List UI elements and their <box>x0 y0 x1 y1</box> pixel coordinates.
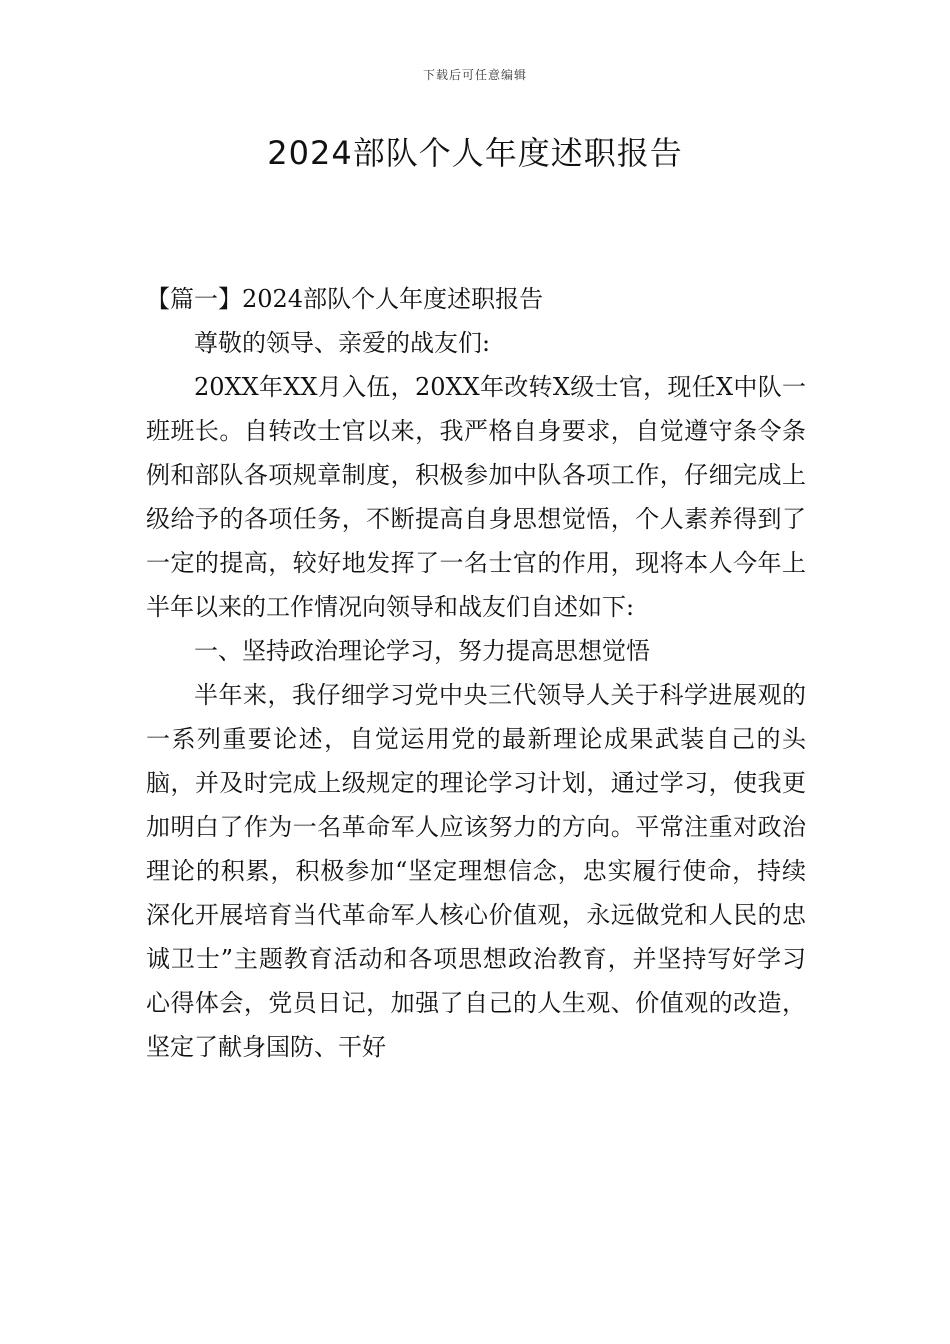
section-heading: 【篇一】2024部队个人年度述职报告 <box>146 285 544 313</box>
subheading-political-study: 一、坚持政治理论学习，努力提高思想觉悟 <box>194 637 650 665</box>
document-title: 2024部队个人年度述职报告 <box>267 134 683 172</box>
document-body <box>146 277 806 1069</box>
header-note: 下载后可任意编辑 <box>422 68 527 82</box>
paragraph-intro: 20XX年XX月入伍，20XX年改转X级士官，现任X中队一班班长。自转改士官以来，我严格自身要求，自觉遵守条令条例和部队各项规章制度，积极参加中队各项工作，仔细完成上级给予的各项任务，不断提高自身思想觉悟，个人素养得到了一定的提高，较好地发挥了一名士官的作用，现将本人今年上半年以来的工作情况向领导和战友们自述如下: <box>146 373 806 621</box>
paragraph-political-study: 半年来，我仔细学习党中央三代领导人关于科学进展观的一系列重要论述，自觉运用党的最新理论成果武装自己的头脑，并及时完成上级规定的理论学习计划，通过学习，使我更加明白了作为一名革命军人应该努力的方向。平常注重对政治理论的积累，积极参加“坚定理想信念，忠实履行使命，持续深化开展培育当代革命军人核心价值观，永远做党和人民的忠诚卫士”主题教育活动和各项思想政治教育，并坚持写好学习心得体会，党员日记，加强了自己的人生观、价值观的改造，坚定了献身国防、干好 <box>146 681 806 1061</box>
greeting: 尊敬的领导、亲爱的战友们: <box>194 329 491 357</box>
